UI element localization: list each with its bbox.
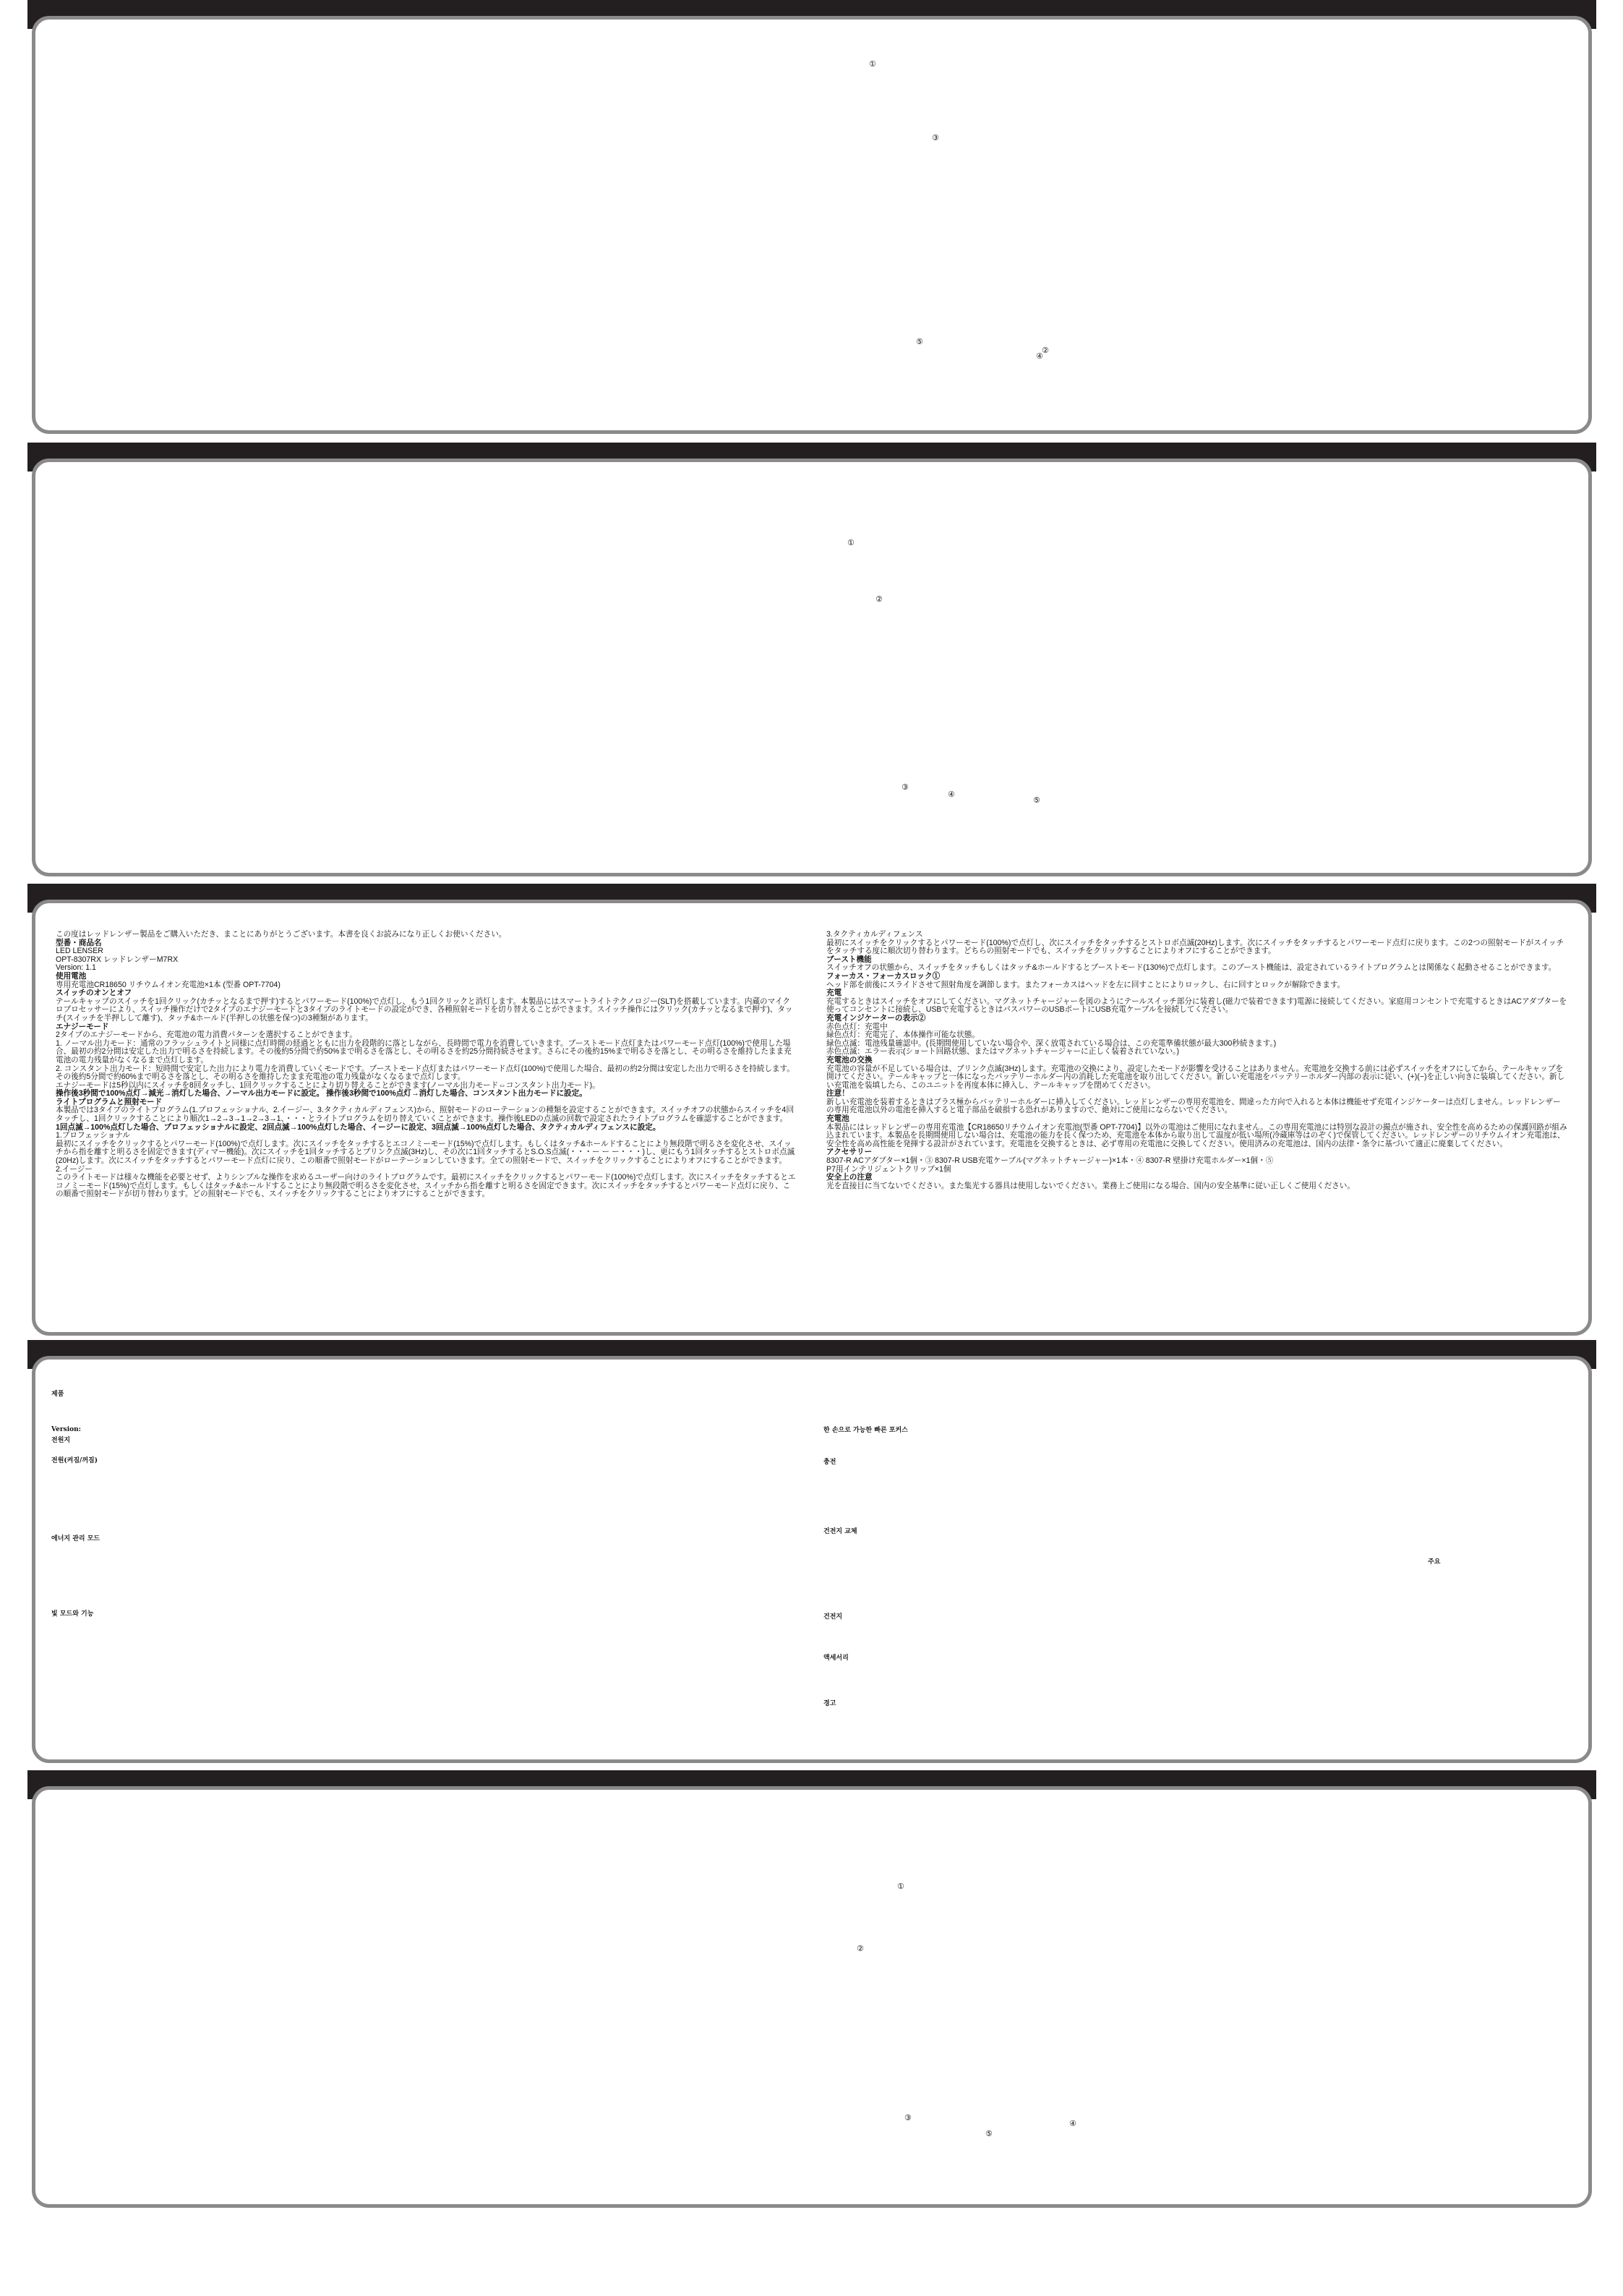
panel-card: [32, 16, 1592, 434]
callout-marker: ③: [932, 133, 939, 142]
callout-marker: ②: [1042, 346, 1049, 355]
callout-marker: ④: [1036, 351, 1043, 361]
section-heading: 安全上の注意: [826, 1173, 873, 1182]
section-heading: エナジーモード: [56, 1022, 109, 1031]
panel-card: [32, 1786, 1592, 2208]
callout-marker: ⑤: [1033, 795, 1040, 805]
korean-heading: 주요: [1428, 1558, 1441, 1566]
section-heading: ライトプログラムと照射モード: [56, 1097, 163, 1106]
korean-heading: 전원지: [51, 1437, 71, 1444]
callout-marker: ①: [847, 538, 855, 547]
paragraph: 赤色点滅：エラー表示(ショート回路状態、またはマグネットチャージャーに正しく装着されていない。): [826, 1047, 1180, 1057]
korean-heading: 건전지 교체: [823, 1528, 857, 1535]
paragraph: 2タイプのエナジーモードから、充電池の電力消費パターンを選択することができます。: [56, 1030, 357, 1040]
callout-marker: ④: [948, 790, 955, 799]
paragraph: 赤色点灯：充電中: [826, 1022, 888, 1031]
section-heading: 充電池の交換: [826, 1055, 873, 1064]
section-heading: フォーカス・フォーカスロック①: [826, 971, 941, 981]
panel-card: [32, 458, 1592, 876]
panel-4-korean: [27, 1340, 1596, 1763]
section-heading: アクセサリー: [826, 1148, 873, 1157]
paragraph: LED LENSER: [56, 947, 103, 956]
paragraph: このライトモードは様々な機能を必要とせず、よりシンプルな操作を求めるユーザー向けのライトプログラムです。最初にスイッチをクリックするとパワーモード(100%)で点灯します。次にスイッチをタッチするとエコノミーモード(15%)で点灯します。もしくはタッチ&ホールドすることにより無段階で明るさを変化させ、スイッチから指を離すと明るさを固定できます。次にスイッチをタッチするとパワーモード点灯に戻り、この順番で照射モードが切り替わります。どの照射モードでも、スイッチをクリックすることによりオフにすることができます。: [56, 1173, 796, 1199]
korean-heading: 한 손으로 가능한 빠른 포커스: [823, 1427, 908, 1434]
section-heading: スイッチのオンとオフ: [56, 989, 132, 998]
paragraph: この度はレッドレンザー製品をご購入いただき、まことにありがとうございます。本書を良くお読みになり正しくお使いください。: [56, 930, 507, 939]
callout-marker: ②: [875, 594, 883, 604]
callout-marker: ③: [902, 782, 909, 792]
paragraph: エナジーモードは5秒以内にスイッチを8回タッチし、1回クリックすることにより切り替えることができます(ノーマル出力モード⇔コンスタント出力モード)。: [56, 1080, 600, 1090]
paragraph: 充電するときはスイッチをオフにしてください。マグネットチャージャーを図のようにテールスイッチ部分に装着し(磁力で装着できます)電源に接続してください。家庭用コンセントで充電するときはACアダプターを使ってコンセントに接続し、USBで充電するときはパスパワーのUSBポートにUSB充電ケーブルを接続してください。: [826, 997, 1567, 1015]
section-heading: 充電インジケーターの表示②: [826, 1013, 926, 1023]
paragraph: テールキャップのスイッチを1回クリック(カチッとなるまで押す)するとパワーモード(100%)で点灯し、もう1回クリックと消灯します。本製品にはスマートライトテクノロジー(SLT)を搭載しています。内蔵のマイクロプロセッサーにより、スイッチ操作だけで2タイプのエナジーモードと3タイプのライトモードの設定ができ、各種照射モードを切り替えることができます。スイッチ操作にはクリック(カチッとなるまで押す)、タッチ(スイッチを半押しして離す)、タッチ&ホールド(半押しの状態を保つ)の3種類があります。: [56, 997, 793, 1023]
paragraph: P7用インテリジェントクリップ×1個: [826, 1164, 951, 1174]
section-heading: 操作後3秒間で100%点灯→減光→消灯した場合、ノーマル出力モードに設定。 操作後3秒間で100%点灯→消灯した場合、コンスタント出力モードに設定。: [56, 1089, 587, 1098]
callout-marker: ②: [857, 1944, 864, 1953]
korean-heading: 제품: [51, 1391, 64, 1398]
paragraph: Version: 1.1: [56, 963, 96, 973]
section-heading: 充電: [826, 989, 842, 998]
korean-heading: 건전지: [823, 1613, 843, 1621]
paragraph: 光を直接目に当てないでください。また集光する器具は使用しないでください。業務上ご使用になる場合、国内の安全基準に従い正しくご使用ください。: [826, 1181, 1355, 1190]
section-heading: 使用電池: [56, 971, 87, 981]
section-heading: 注意！: [826, 1089, 849, 1098]
paragraph: 3.タクティカルディフェンス: [826, 930, 923, 939]
section-heading: ブースト機能: [826, 955, 872, 964]
paragraph: 最初にスイッチをクリックするとパワーモード(100%)で点灯します。次にスイッチをタッチするとエコノミーモード(15%)で点灯します。もしくはタッチ&ホールドすることにより無段階で明るさを変化させ、スイッチから指を離すと明るさを固定できます(ディマー機能)。次にスイッチを1回タッチするとブリンク点滅(3Hz)し、その次に1回タッチするとS.O.S点滅(・・・ー ー ー・・・)し、更にもう1回タッチするとストロボ点滅(20Hz)します。次にスイッチをタッチするとパワーモード点灯に戻り、この順番で照射モードがローテーションしていきます。全ての照射モードで、スイッチをクリックすることによりオフにすることができます。: [56, 1139, 795, 1166]
korean-heading: 전원(켜짐/꺼짐): [51, 1457, 98, 1464]
section-heading: 1回点滅→100%点灯した場合、プロフェッショナルに設定、2回点滅→100%点灯した場合、イージーに設定、3回点滅→100%点灯した場合、タクティカルディフェンスに設定。: [56, 1122, 661, 1132]
korean-heading: 에너지 관리 모드: [51, 1535, 100, 1542]
paragraph: 本製品にはレッドレンザーの専用充電池【CR18650リチウムイオン充電池(型番 OPT-7704)】以外の電池はご使用になれません。この専用充電池には特別な設計の撮点が施され、安全性を高めるための保護回路が組み込まれています。本製品を長期間使用しない場合は、充電池の能力を長く保つため、充電池を本体から取り出して温度が低い場所(冷蔵庫等はのぞく)で保管してください。レッドレンザーのリチウムイオン充電池は、安全性を高め高性能を発揮する設計がされています。充電池を交換するときは、必ず専用の充電池に交換してください。使用済みの充電池は、国内の法律・条令に基づいて適正に廃棄してください。: [826, 1122, 1567, 1148]
panel-5: [27, 1770, 1596, 2208]
callout-marker: ⑤: [985, 2129, 993, 2138]
korean-heading: 액세서리: [823, 1655, 849, 1662]
callout-marker: ③: [904, 2113, 912, 2122]
panel-3-instructions: [27, 884, 1596, 1336]
paragraph: 緑色点滅：電池残量確認中。(長期間使用していない場合や、深く放電されている場合は、この充電準備状態が最大300秒続きます。): [826, 1038, 1277, 1048]
section-heading: 充電池: [826, 1114, 849, 1124]
callout-marker: ①: [897, 1882, 904, 1891]
paragraph: スイッチオフの状態から、スイッチをタッチもしくはタッチ&ホールドするとブーストモード(130%)で点灯します。このブースト機能は、設定されているライトプログラムとは関係なく起動させることができます。: [826, 963, 1556, 973]
callout-marker: ④: [1069, 2119, 1076, 2128]
paragraph: 2. コンスタント出力モード：短時間で安定した出力により電力を消費していくモードです。ブーストモード点灯またはパワーモード点灯(100%)で使用した場合、最初の約2分間は安定した出力で明るさを持続します。その後約5分間で約60%まで明るさを落とし、その明るさを維持したまま充電池の電力残量がなくなるまで点灯します。: [56, 1064, 795, 1082]
paragraph: 1. ノーマル出力モード：通常のフラッシュライトと同様に点灯時間の経過とともに出力を段階的に落としながら、長時間で電力を消費していきます。ブーストモード点灯またはパワーモード点灯(100%)で使用した場合、最初の約2分間は安定した出力で明るさを持続します。その後約5分間で約50%まで明るさを落とし、その明るさを約25分間持続させます。さらにその後約15%まで明るさを落とし、その明るさを維持したまま充電池の電力残量がなくなるまで点灯します。: [56, 1038, 792, 1064]
panel-1: [27, 0, 1596, 434]
paragraph: 2.イージー: [56, 1164, 93, 1174]
korean-heading: 경고: [823, 1700, 836, 1707]
callout-marker: ①: [869, 59, 876, 69]
korean-heading: 빛 모드와 기능: [51, 1610, 94, 1618]
panel-card: [32, 900, 1592, 1336]
paragraph: 充電池の容量が不足している場合は、ブリンク点滅(3Hz)します。充電池の交換により、設定したモードが影響を受けることはありません。充電池を交換する前には必ずスイッチをオフにしてから、テールキャップを開けてください。テールキャップと一体になったバッテリーホルダー内の消耗した充電池を取り出してください。新しい充電池をバッテリーホルダー内部の表示に従い、(+)(−)を正しい向きに装填してください。新しい充電池を装填したら、このユニットを再度本体に挿入し、テールキャップを閉めてください。: [826, 1064, 1565, 1090]
instructions-right-column: [826, 931, 1568, 1199]
korean-heading: 충전: [823, 1459, 836, 1466]
paragraph: ヘッド部を前後にスライドさせて照射角度を調節します。またフォーカスはヘッドを左に回すことによりロックし、右に回すとロックが解除できます。: [826, 980, 1345, 989]
section-heading: 型番・商品名: [56, 938, 102, 947]
paragraph: 専用充電池CR18650 リチウムイオン充電池×1本 (型番 OPT-7704): [56, 980, 281, 989]
paragraph: 1.プロフェッショナル: [56, 1131, 130, 1140]
paragraph: 最初にスイッチをクリックするとパワーモード(100%)で点灯し、次にスイッチをタッチするとストロボ点滅(20Hz)します。次にスイッチをタッチするとパワーモード点灯に戻ります。この2つの照射モードがスイッチをタッチする度に順次切り替わります。どちらの照射モードでも、スイッチをクリックすることによりオフにすることができます。: [826, 938, 1564, 956]
korean-heading: Version:: [51, 1426, 81, 1433]
paragraph: 本製品では3タイプのライトプログラム(1.プロフェッショナル、2.イージー、3.タクティカルディフェンス)から、照射モードのローテーションの種類を設定することができます。スイッチオフの状態からスイッチを4回タッチし、1回クリックすることにより順次1→2→3→1→2→3→1、・・・とライトプログラムを切り替えていくことができます。操作後LEDの点滅の回数で設定されたライトプログラムを確認することができます。: [56, 1106, 794, 1124]
paragraph: 8307-R ACアダプター×1個・③ 8307-R USB充電ケーブル(マグネットチャージャー)×1本・④ 8307-R 壁掛け充電ホルダー×1個・⑤: [826, 1156, 1274, 1166]
panel-2: [27, 443, 1596, 876]
paragraph: 緑色点灯：充電完了、本体操作可能な状態。: [826, 1030, 980, 1040]
paragraph: 新しい充電池を装着するときはプラス極からバッテリーホルダーに挿入してください。レッドレンザーの専用充電池を、間違った方向で入れると本体は機能せず充電インジケーターは点灯しません。レッドレンザーの専用充電池以外の電池を挿入すると電子部品を破損する恐れがありますので、絶対にご使用にならないでください。: [826, 1097, 1561, 1115]
instructions-left-column: [56, 931, 797, 1199]
panel-card: [32, 1356, 1592, 1763]
callout-marker: ⑤: [916, 337, 923, 346]
paragraph: OPT-8307RX レッドレンザーM7RX: [56, 955, 179, 964]
